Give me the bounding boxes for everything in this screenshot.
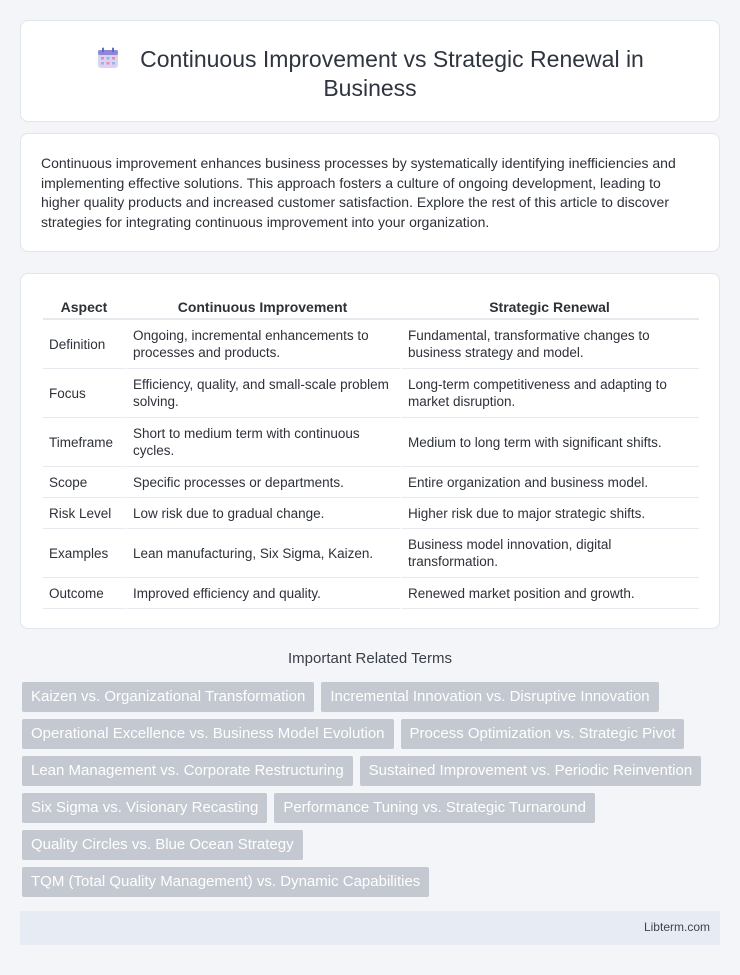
aspect-cell: Scope xyxy=(43,467,125,498)
related-term-tag[interactable]: Operational Excellence vs. Business Model Evolution xyxy=(22,719,394,749)
aspect-cell: Outcome xyxy=(43,578,125,609)
related-term-tag[interactable]: Incremental Innovation vs. Disruptive Innovation xyxy=(321,682,658,712)
aspect-cell: Risk Level xyxy=(43,498,125,529)
continuous-improvement-cell: Low risk due to gradual change. xyxy=(125,498,400,529)
footer xyxy=(20,911,720,945)
related-term-tag[interactable]: Six Sigma vs. Visionary Recasting xyxy=(22,793,267,823)
table-row xyxy=(43,320,699,369)
continuous-improvement-cell: Improved efficiency and quality. xyxy=(125,578,400,609)
continuous-improvement-cell: Short to medium term with continuous cycles. xyxy=(125,418,400,467)
footer-brand-link[interactable]: Libterm.com xyxy=(643,920,710,934)
table-row xyxy=(43,467,699,498)
comparison-card xyxy=(20,273,720,629)
table-header-row xyxy=(43,296,699,320)
title-wrap xyxy=(21,45,719,103)
continuous-improvement-cell: Ongoing, incremental enhancements to processes and products. xyxy=(125,320,400,369)
intro-card xyxy=(20,133,720,252)
continuous-improvement-cell: Lean manufacturing, Six Sigma, Kaizen. xyxy=(125,529,400,578)
related-term-tag[interactable]: Sustained Improvement vs. Periodic Reinvention xyxy=(360,756,702,786)
table-row xyxy=(43,529,699,578)
column-header-strategic-renewal: Strategic Renewal xyxy=(400,296,699,320)
column-header-continuous-improvement: Continuous Improvement xyxy=(125,296,400,320)
intro-paragraph: Continuous improvement enhances business processes by systematically identifying inefficiencies and implementing effective solutions. This approach fosters a culture of ongoing development, leading to higher quality products and increased customer satisfaction. Explore the rest of this article to discover strategies for integrating continuous improvement into your organization. xyxy=(41,155,676,230)
related-term-tag[interactable]: Lean Management vs. Corporate Restructuring xyxy=(22,756,353,786)
aspect-cell: Timeframe xyxy=(43,418,125,467)
strategic-renewal-cell: Medium to long term with significant shifts. xyxy=(400,418,699,467)
strategic-renewal-cell: Long-term competitiveness and adapting to market disruption. xyxy=(400,369,699,418)
table-row xyxy=(43,578,699,609)
related-term-tag[interactable]: Kaizen vs. Organizational Transformation xyxy=(22,682,314,712)
aspect-cell: Focus xyxy=(43,369,125,418)
table-row xyxy=(43,418,699,467)
aspect-cell: Examples xyxy=(43,529,125,578)
strategic-renewal-cell: Renewed market position and growth. xyxy=(400,578,699,609)
related-term-tag[interactable]: Performance Tuning vs. Strategic Turnaround xyxy=(274,793,595,823)
continuous-improvement-cell: Efficiency, quality, and small-scale problem solving. xyxy=(125,369,400,418)
strategic-renewal-cell: Fundamental, transformative changes to business strategy and model. xyxy=(400,320,699,369)
comparison-table xyxy=(43,296,699,609)
related-terms-list xyxy=(22,682,712,897)
related-term-tag[interactable]: TQM (Total Quality Management) vs. Dynamic Capabilities xyxy=(22,867,429,897)
aspect-cell: Definition xyxy=(43,320,125,369)
strategic-renewal-cell: Higher risk due to major strategic shifts. xyxy=(400,498,699,529)
related-term-tag[interactable]: Process Optimization vs. Strategic Pivot xyxy=(401,719,685,749)
table-row xyxy=(43,498,699,529)
related-terms-heading: Important Related Terms xyxy=(288,650,452,667)
title-card xyxy=(20,20,720,122)
column-header-aspect: Aspect xyxy=(43,296,125,320)
page-title: Continuous Improvement vs Strategic Renewal in Business xyxy=(140,46,644,101)
calendar-icon xyxy=(96,46,120,70)
strategic-renewal-cell: Entire organization and business model. xyxy=(400,467,699,498)
table-row xyxy=(43,369,699,418)
strategic-renewal-cell: Business model innovation, digital transformation. xyxy=(400,529,699,578)
continuous-improvement-cell: Specific processes or departments. xyxy=(125,467,400,498)
related-term-tag[interactable]: Quality Circles vs. Blue Ocean Strategy xyxy=(22,830,303,860)
